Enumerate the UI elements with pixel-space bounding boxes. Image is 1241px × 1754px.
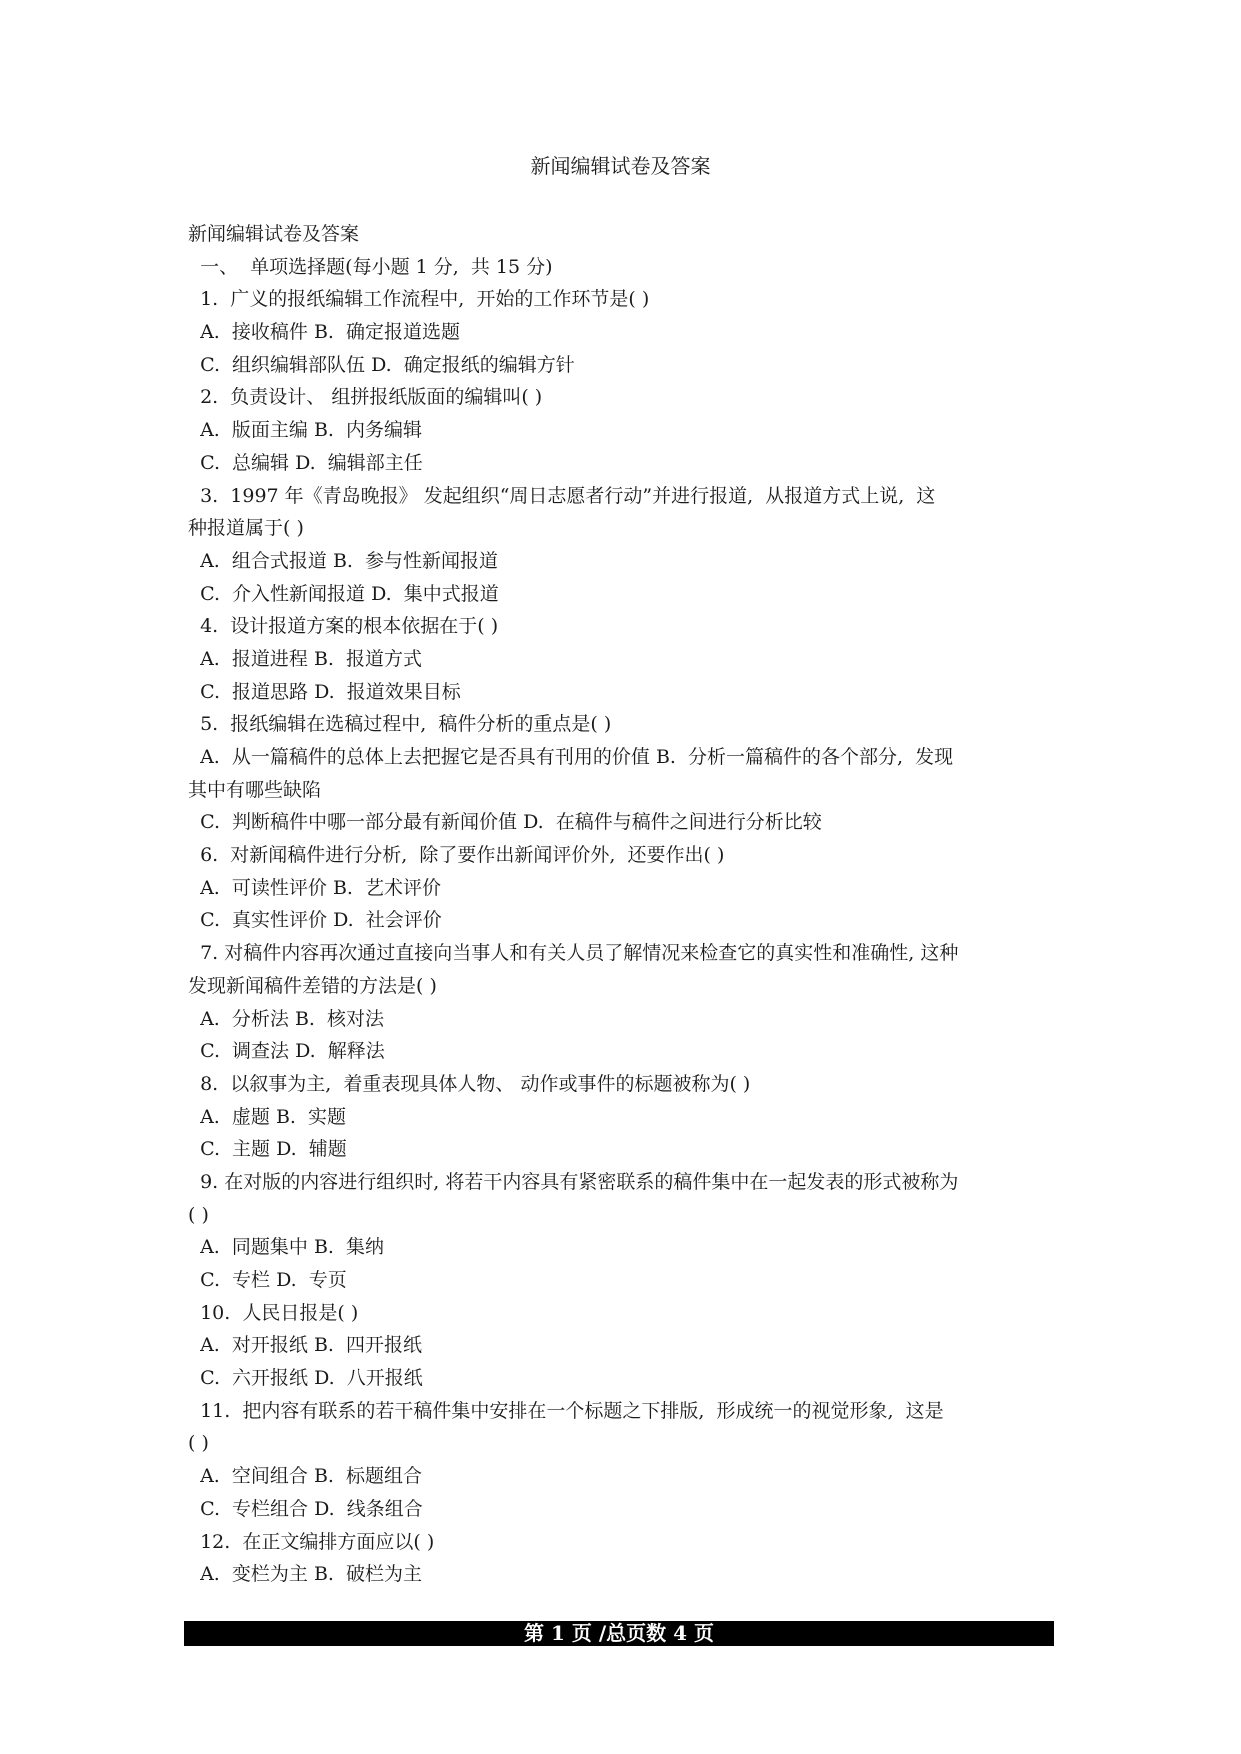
question-7-continued: 发现新闻稿件差错的方法是( ) xyxy=(188,974,437,997)
question-5-options-cd: C. 判断稿件中哪一部分最有新闻价值 D. 在稿件与稿件之间进行分析比较 xyxy=(188,811,822,834)
question-11-options-cd: C. 专栏组合 D. 线条组合 xyxy=(188,1497,423,1520)
question-7: 7. 对稿件内容再次通过直接向当事人和有关人员了解情况来检查它的真实性和准确性, 这种 xyxy=(188,942,959,965)
question-1-options-cd: C. 组织编辑部队伍 D. 确定报纸的编辑方针 xyxy=(188,353,575,376)
question-8-options-cd: C. 主题 D. 辅题 xyxy=(188,1138,347,1161)
body-line: 新闻编辑试卷及答案 xyxy=(188,223,360,245)
question-5: 5. 报纸编辑在选稿过程中, 稿件分析的重点是( ) xyxy=(188,713,612,736)
question-6: 6. 对新闻稿件进行分析, 除了要作出新闻评价外, 还要作出( ) xyxy=(188,844,725,867)
question-1-options-ab: A. 接收稿件 B. 确定报道选题 xyxy=(188,321,461,344)
question-10-options-ab: A. 对开报纸 B. 四开报纸 xyxy=(188,1334,423,1357)
question-8-options-ab: A. 虚题 B. 实题 xyxy=(188,1105,347,1128)
question-8: 8. 以叙事为主, 着重表现具体人物、 动作或事件的标题被称为( ) xyxy=(188,1072,751,1095)
question-9-options-cd: C. 专栏 D. 专页 xyxy=(188,1269,347,1291)
question-3-options-ab: A. 组合式报道 B. 参与性新闻报道 xyxy=(188,549,499,572)
question-2: 2. 负责设计、 组拼报纸版面的编辑叫( ) xyxy=(188,386,543,409)
page-footer xyxy=(184,1621,1054,1646)
question-7-options-cd: C. 调查法 D. 解释法 xyxy=(188,1040,385,1063)
question-11-options-ab: A. 空间组合 B. 标题组合 xyxy=(188,1465,423,1488)
section-heading: 一、 单项选择题(每小题 1 分, 共 15 分) xyxy=(188,255,553,278)
question-12-options-ab: A. 变栏为主 B. 破栏为主 xyxy=(188,1563,423,1586)
question-4-options-ab: A. 报道进程 B. 报道方式 xyxy=(188,647,423,670)
question-3-options-cd: C. 介入性新闻报道 D. 集中式报道 xyxy=(188,582,499,605)
question-9-options-ab: A. 同题集中 B. 集纳 xyxy=(188,1236,385,1259)
question-3-continued: 种报道属于( ) xyxy=(188,517,304,540)
question-5-options-ab: A. 从一篇稿件的总体上去把握它是否具有刊用的价值 B. 分析一篇稿件的各个部分, 发现 xyxy=(188,746,954,768)
question-2-options-cd: C. 总编辑 D. 编辑部主任 xyxy=(188,451,423,474)
page-title: 新闻编辑试卷及答案 xyxy=(530,154,711,178)
page-number-label: 第 1 页 /总页数 4 页 xyxy=(524,1621,714,1645)
question-11-continued: ( ) xyxy=(188,1432,209,1455)
question-5-options-ab-continued: 其中有哪些缺陷 xyxy=(188,778,322,801)
question-2-options-ab: A. 版面主编 B. 内务编辑 xyxy=(188,419,423,442)
document-body xyxy=(188,218,1070,1591)
question-1: 1. 广义的报纸编辑工作流程中, 开始的工作环节是( ) xyxy=(188,288,650,311)
question-9-continued: ( ) xyxy=(188,1203,209,1226)
question-3: 3. 1997 年《青岛晚报》 发起组织“周日志愿者行动”并进行报道, 从报道方式上说, 这 xyxy=(188,484,936,507)
question-7-options-ab: A. 分析法 B. 核对法 xyxy=(188,1007,385,1030)
question-12: 12. 在正文编排方面应以( ) xyxy=(188,1530,435,1553)
question-4-options-cd: C. 报道思路 D. 报道效果目标 xyxy=(188,680,461,703)
question-10-options-cd: C. 六开报纸 D. 八开报纸 xyxy=(188,1367,423,1390)
question-11: 11. 把内容有联系的若干稿件集中安排在一个标题之下排版, 形成统一的视觉形象, 这是 xyxy=(188,1399,944,1422)
question-10: 10. 人民日报是( ) xyxy=(188,1301,359,1324)
question-6-options-cd: C. 真实性评价 D. 社会评价 xyxy=(188,909,442,932)
question-6-options-ab: A. 可读性评价 B. 艺术评价 xyxy=(188,876,442,899)
question-9: 9. 在对版的内容进行组织时, 将若干内容具有紧密联系的稿件集中在一起发表的形式被称为 xyxy=(188,1170,959,1193)
question-4: 4. 设计报道方案的根本依据在于( ) xyxy=(188,615,499,638)
